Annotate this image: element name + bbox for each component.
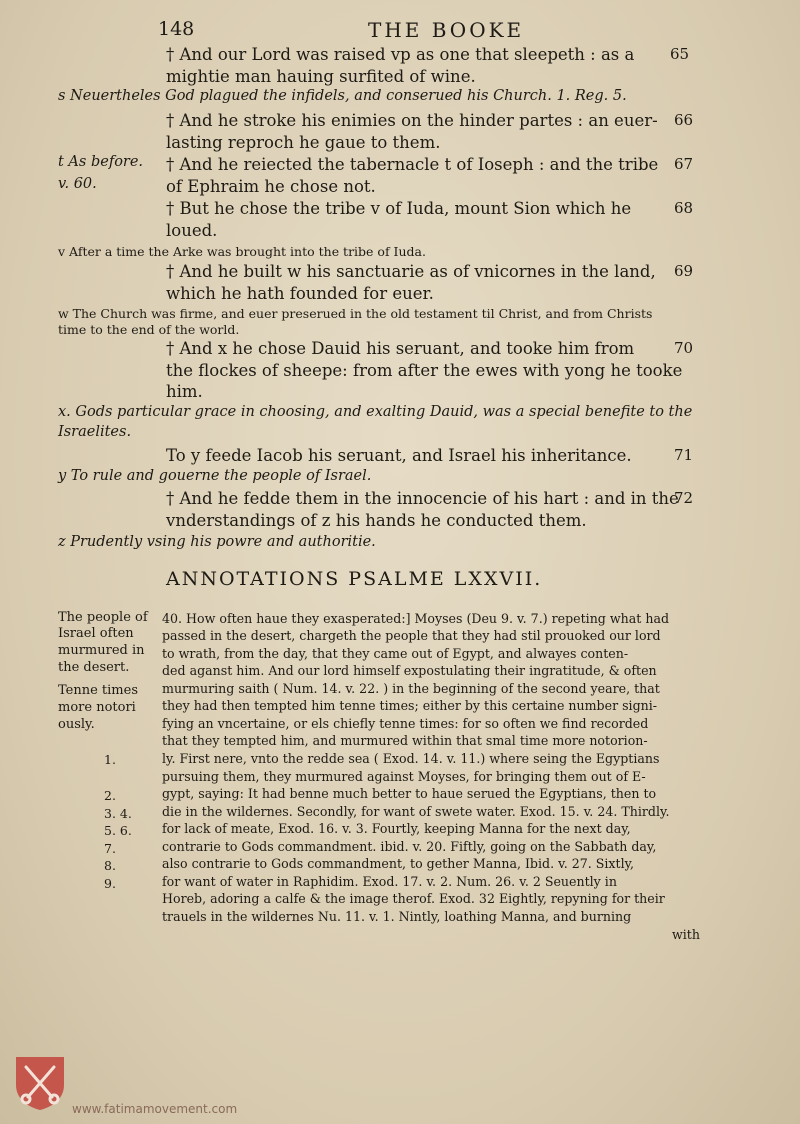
verse-70-line-2: the flockes of sheepe: from after the ewes with yong he tooke (166, 361, 683, 380)
annotation-item-number: 9. (104, 876, 116, 891)
side-label: murmured in (58, 643, 145, 658)
annotation-item-number: 3. 4. (104, 806, 132, 821)
side-label: Israel often (58, 626, 134, 641)
annotation-line: also contrarie to Gods commandment, to gether Manna, Ibid. v. 27. Sixtly, (162, 856, 635, 871)
annotation-line: passed in the desert, chargeth the people that they had stil prouoked our lord (162, 628, 661, 643)
side-label: ously. (58, 717, 95, 732)
verse-72-number: 72 (674, 489, 694, 507)
verse-72-line-1: † And he fedde them in the innocencie of his hart : and in the (166, 489, 679, 508)
annotation-line: Horeb, adoring a calfe & the image therof. Exod. 32 Eightly, repyning for their (162, 891, 665, 906)
note-v: v After a time the Arke was brought into the tribe of Iuda. (58, 244, 426, 259)
annotation-item-number: 2. (104, 788, 116, 803)
annotation-line: to wrath, from the day, that they came out of Egypt, and alwayes conten- (162, 646, 629, 661)
verse-69-line-2: which he hath founded for euer. (166, 284, 434, 303)
verse-66-number: 66 (674, 111, 694, 129)
annotation-item-number: 5. 6. (104, 823, 132, 838)
verse-68-line-2: loued. (166, 221, 218, 240)
verse-65-line-2: mightie man hauing surfited of wine. (166, 67, 476, 86)
annotation-line: murmuring saith ( Num. 14. v. 22. ) in the beginning of the second yeare, that (162, 681, 660, 696)
note-x-line-1: x. Gods particular grace in choosing, and exalting Dauid, was a special benefite to the (58, 404, 693, 420)
annotation-line: for lack of meate, Exod. 16. v. 3. Fourtly, keeping Manna for the next day, (162, 821, 631, 836)
annotation-line: for want of water in Raphidim. Exod. 17. v. 2. Num. 26. v. 2 Seuently in (162, 874, 617, 889)
note-t-label: t As before. (58, 154, 144, 170)
side-label: Tenne times (58, 683, 138, 698)
note-y: y To rule and gouerne the people of Israel. (58, 468, 372, 484)
side-label: more notori (58, 700, 136, 715)
verse-67-number: 67 (674, 155, 694, 173)
side-label: The people of (58, 610, 148, 625)
note-w-line-1: w The Church was firme, and euer preserued in the old testament til Christ, and from Christs (58, 306, 653, 321)
annotation-catchword: with (672, 927, 700, 942)
verse-66-line-1: † And he stroke his enimies on the hinder partes : an euer- (166, 111, 658, 130)
verse-67-line-1: † And he reiected the tabernacle t of Ioseph : and the tribe (166, 155, 659, 174)
verse-66-line-2: lasting reproch he gaue to them. (166, 133, 441, 152)
note-s: s Neuertheles God plagued the infidels, and conserued his Church. 1. Reg. 5. (58, 88, 627, 104)
verse-72-line-2: vnderstandings of z his hands he conducted them. (166, 511, 587, 530)
annotation-line: ly. First nere, vnto the redde sea ( Exod. 14. v. 11.) where seing the Egyptians (162, 751, 660, 766)
annotation-item-number: 1. (104, 752, 116, 767)
verse-70-line-3: him. (166, 382, 203, 401)
annotation-line: that they tempted him, and murmured within that smal time more notorion- (162, 733, 648, 748)
annotation-line: contrarie to Gods commandment. ibid. v. 20. Fiftly, going on the Sabbath day, (162, 839, 657, 854)
verse-70-number: 70 (674, 339, 694, 357)
annotation-line: ded aganst him. And our lord himself expostulating their ingratitude, & often (162, 663, 657, 678)
annotations-heading: ANNOTATIONS PSALME LXXVII. (166, 568, 543, 590)
side-label: the desert. (58, 660, 130, 675)
crossed-keys-shield-icon (14, 1055, 66, 1111)
note-t-reference: v. 60. (58, 176, 97, 192)
verse-71-line-1: To y feede Iacob his seruant, and Israel his inheritance. (166, 446, 632, 465)
verse-67-line-2: of Ephraim he chose not. (166, 177, 376, 196)
annotation-line: they had then tempted him tenne times; either by this certaine number signi- (162, 698, 658, 713)
verse-68-line-1: † But he chose the tribe v of Iuda, mount Sion which he (166, 199, 632, 218)
note-x-line-2: Israelites. (58, 424, 132, 440)
verse-65-number: 65 (670, 45, 690, 63)
annotation-line: 40. How often haue they exasperated:] Moyses (Deu 9. v. 7.) repeting what had (162, 611, 670, 626)
running-title: THE BOOKE (368, 18, 525, 42)
annotation-line: fying an vncertaine, or els chiefly tenne times: for so often we find recorded (162, 716, 649, 731)
website-link[interactable]: www.fatimamovement.com (72, 1102, 238, 1116)
annotation-item-number: 7. (104, 841, 116, 856)
annotation-line: pursuing them, they murmured against Moyses, for bringing them out of E- (162, 769, 646, 784)
annotation-line: gypt, saying: It had benne much better to haue serued the Egyptians, then to (162, 786, 657, 801)
verse-71-number: 71 (674, 446, 694, 464)
page-number: 148 (158, 18, 195, 40)
note-z: z Prudently vsing his powre and authoritie. (58, 534, 376, 550)
verse-70-line-1: † And x he chose Dauid his seruant, and tooke him from (166, 339, 635, 358)
annotation-item-number: 8. (104, 858, 116, 873)
verse-69-number: 69 (674, 262, 694, 280)
annotation-line: trauels in the wildernes Nu. 11. v. 1. Nintly, loathing Manna, and burning (162, 909, 632, 924)
annotation-line: die in the wildernes. Secondly, for want of swete water. Exod. 15. v. 24. Thirdly. (162, 804, 670, 819)
note-w-line-2: time to the end of the world. (58, 322, 240, 337)
verse-65-line-1: † And our Lord was raised vp as one that sleepeth : as a (166, 45, 635, 64)
verse-68-number: 68 (674, 199, 694, 217)
verse-69-line-1: † And he built w his sanctuarie as of vnicornes in the land, (166, 262, 656, 281)
